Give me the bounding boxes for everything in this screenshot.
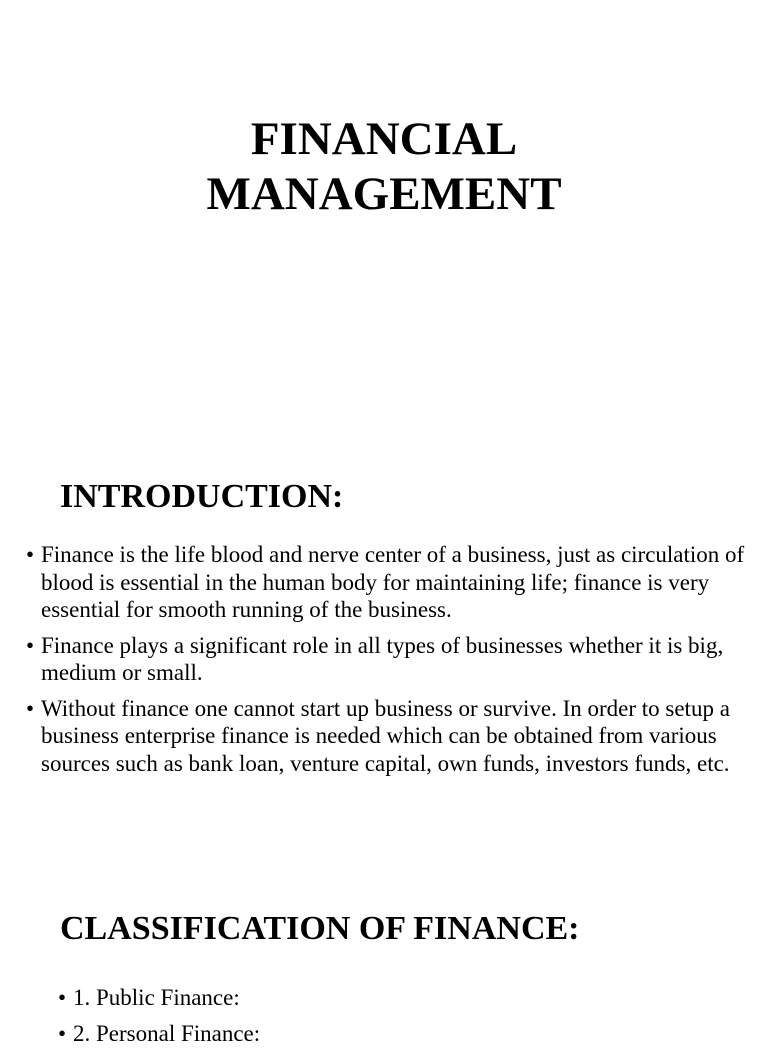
list-item: [58, 1020, 748, 1048]
bullet-dot-icon: •: [58, 985, 67, 1010]
list-item: [26, 695, 746, 778]
bullet-dot-icon: •: [26, 695, 35, 721]
list-item-text: Without finance one cannot start up business or survive. In order to setup a business enterprise finance is needed which can be obtained from various sources such as bank loan, venture capital, own funds, investors funds, etc.: [41, 695, 730, 776]
list-item: [26, 632, 746, 687]
list-item-text: Finance is the life blood and nerve center of a business, just as circulation of blood is essential in the human body for maintaining life; finance is very essential for smooth running of the business.: [41, 542, 745, 622]
bullet-dot-icon: •: [58, 1020, 67, 1046]
bullet-dot-icon: •: [26, 632, 35, 658]
list-item: [58, 984, 748, 1012]
list-item-text: 1. Public Finance:: [73, 985, 240, 1010]
classification-list: [58, 984, 748, 1055]
title-line-1: FINANCIAL: [250, 113, 518, 165]
list-item-text: Finance plays a significant role in all types of businesses whether it is big, medium or small.: [41, 632, 724, 685]
introduction-list: [26, 541, 746, 785]
bullet-dot-icon: •: [26, 542, 35, 567]
list-item-text: 2. Personal Finance:: [73, 1020, 261, 1046]
document-title: [0, 112, 768, 222]
introduction-heading: INTRODUCTION:: [60, 478, 344, 515]
list-item: [26, 541, 746, 624]
classification-heading: CLASSIFICATION OF FINANCE:: [60, 910, 580, 947]
title-line-2: MANAGEMENT: [206, 168, 562, 220]
